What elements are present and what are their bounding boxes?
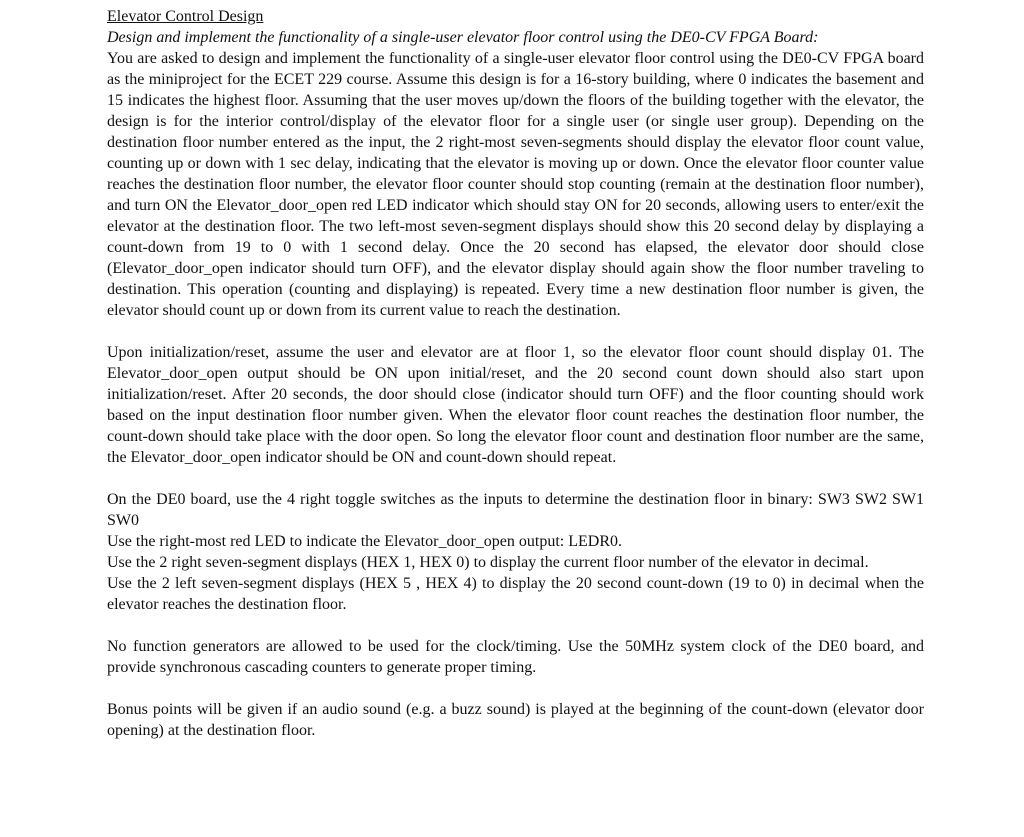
line-hex-right-displays: Use the 2 right seven-segment displays (HEX 1, HEX 0) to display the current floor number of the elevator in decimal. (107, 554, 869, 571)
paragraph-project-description: You are asked to design and implement the functionality of a single-user elevator floor control using the DE0-CV FPGA board as the miniproject for the ECET 229 course. Assume this design is for a 16-story building, where 0 indicates the basement and 15 indicates the highest floor. Assuming that the user moves up/down the floors of the building together with the elevator, the design is for the interior control/display of the elevator floor for a single user (or single user group). Depending on the destination floor number entered as the input, the 2 right-most seven-segments should display the elevator floor count value, counting up or down with 1 sec delay, indicating that the elevator is moving up or down. Once the elevator floor counter value reaches the destination floor number, the elevator floor counter should stop counting (remain at the destination floor number), and turn ON the Elevator_door_open red LED indicator which should stay ON for 20 seconds, allowing users to enter/exit the elevator at the destination floor. The two left-most seven-segment displays should show this 20 second delay by displaying a count-down from 19 to 0 with 1 second delay. Once the 20 second has elapsed, the elevator door should close (Elevator_door_open indicator should turn OFF), and the elevator display should again show the floor number traveling to destination. This operation (counting and displaying) is repeated. Every time a new destination floor number is given, the elevator should count up or down from its current value to reach the destination. (107, 50, 924, 319)
paragraph-switch-inputs: On the DE0 board, use the 4 right toggle switches as the inputs to determine the destination floor in binary: SW3 SW2 SW1 SW0 (107, 491, 924, 529)
paragraph-spacer (107, 615, 924, 636)
document-subtitle: Design and implement the functionality of a single-user elevator floor control using the DE0-CV FPGA Board: (107, 29, 819, 46)
paragraph-spacer (107, 678, 924, 699)
line-hex-left-displays: Use the 2 left seven-segment displays (HEX 5 , HEX 4) to display the 20 second count-down (19 to 0) in decimal when the elevator reaches the destination floor. (107, 575, 924, 613)
document-body (107, 6, 924, 741)
paragraph-spacer (107, 321, 924, 342)
document-title: Elevator Control Design (107, 8, 264, 25)
paragraph-clock-timing: No function generators are allowed to be used for the clock/timing. Use the 50MHz system clock of the DE0 board, and provide synchronous cascading counters to generate proper timing. (107, 638, 924, 676)
paragraph-spacer (107, 468, 924, 489)
line-led-output: Use the right-most red LED to indicate the Elevator_door_open output: LEDR0. (107, 533, 622, 550)
paragraph-initialization: Upon initialization/reset, assume the user and elevator are at floor 1, so the elevator floor count should display 01. The Elevator_door_open output should be ON upon initial/reset, and the 20 second count down should also start upon initialization/reset. After 20 seconds, the door should close (indicator should turn OFF) and the floor counting should work based on the input destination floor number given. When the elevator floor count reaches the destination floor number, the count-down should take place with the door open. So long the elevator floor count and destination floor number are the same, the Elevator_door_open indicator should be ON and count-down should repeat. (107, 344, 924, 466)
paragraph-bonus: Bonus points will be given if an audio sound (e.g. a buzz sound) is played at the beginning of the count-down (elevator door opening) at the destination floor. (107, 701, 924, 739)
